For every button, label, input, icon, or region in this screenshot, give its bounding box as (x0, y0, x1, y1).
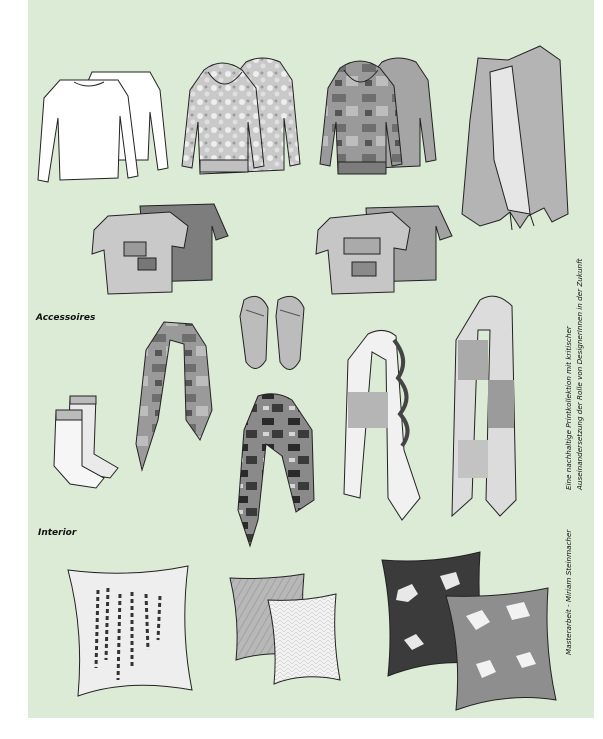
long-cardigan-illustration (462, 46, 568, 230)
white-sweater-illustration (38, 72, 168, 182)
interior-heading: Interior (38, 528, 77, 538)
sandals-illustration (240, 296, 304, 369)
crop-tee-illustration-right (316, 206, 452, 294)
vertical-description-line2: Auseinandersetzung der Rolle von DesignerInnen in der Zukunft (575, 258, 584, 490)
long-wide-scarf-illustration (452, 296, 516, 516)
lace-hoodie-illustration (182, 58, 300, 174)
author-credit: Masterarbeit - Miriam Steinmacher (564, 529, 573, 655)
white-pillow-illustration (68, 566, 192, 696)
socks-illustration (54, 396, 118, 488)
vertical-description-line1: Eine nachhaltige Printkollektion mit kritischer (564, 326, 573, 490)
printed-hoodie-illustration (320, 58, 436, 174)
dark-pattern-scarf-illustration (238, 394, 314, 546)
printed-pillows-illustration (382, 552, 556, 710)
crop-tee-illustration-left (92, 204, 228, 294)
knit-pillows-illustration (230, 574, 340, 684)
grey-scarf-illustration (136, 322, 212, 470)
accessoires-heading: Accessoires (36, 313, 96, 323)
braided-scarf-illustration (344, 330, 420, 520)
